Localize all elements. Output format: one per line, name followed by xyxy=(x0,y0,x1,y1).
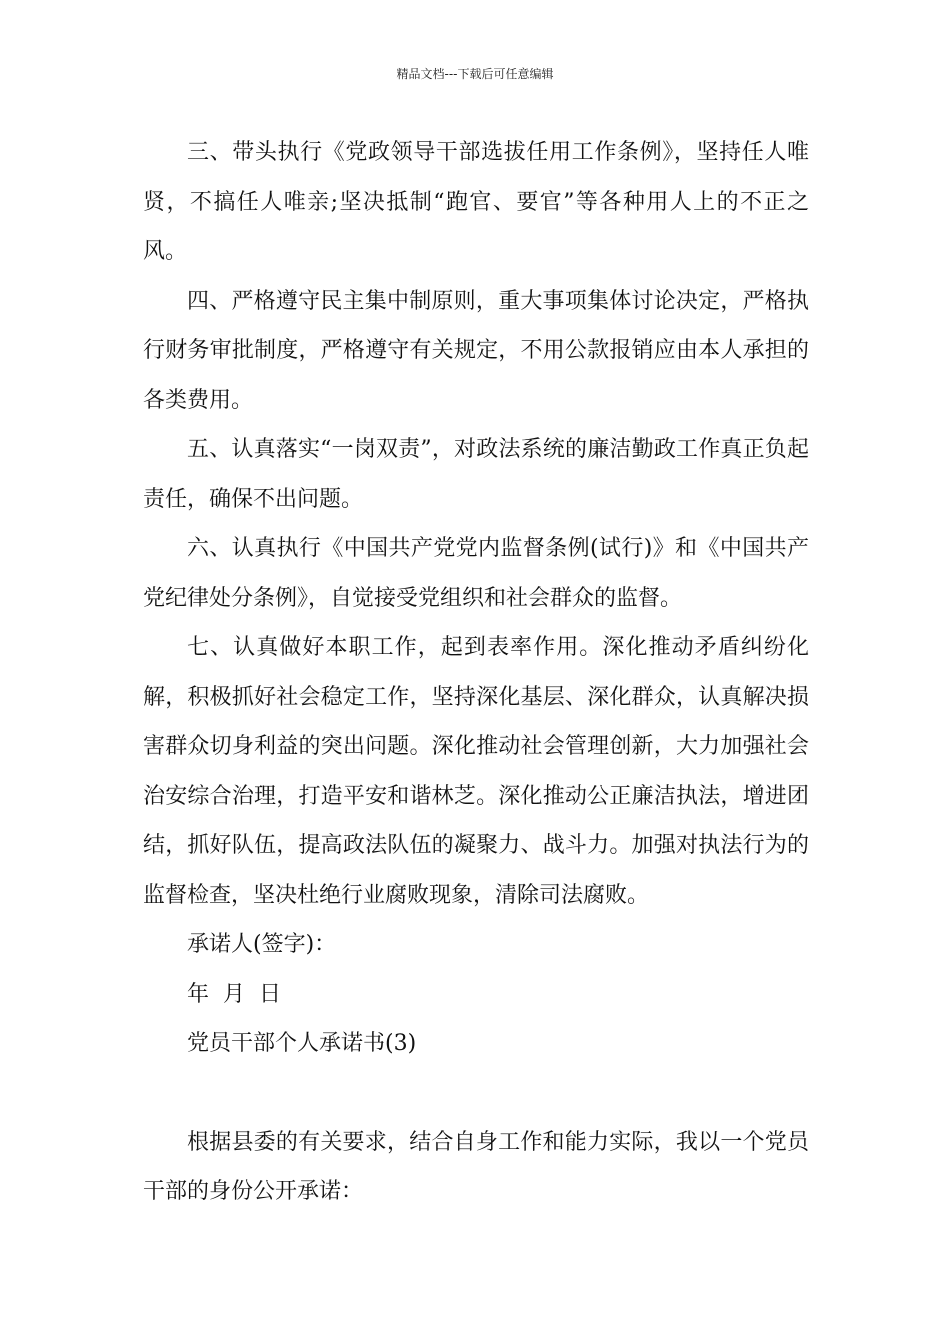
paragraph-7: 七、认真做好本职工作，起到表率作用。深化推动矛盾纠纷化解，积极抓好社会稳定工作，坚持深化基层、深化群众，认真解决损害群众切身利益的突出问题。深化推动社会管理创新，大力加强社会治安综合治理，打造平安和谐林芝。深化推动公正廉洁执法，增进团结，抓好队伍，提高政法队伍的凝聚力、战斗力。加强对执法行为的监督检查，坚决杜绝行业腐败现象，清除司法腐败。 xyxy=(143,635,809,908)
section-title: 党员干部个人承诺书(3) xyxy=(187,1031,417,1056)
paragraph-4: 四、严格遵守民主集中制原则，重大事项集体讨论决定，严格执行财务审批制度，严格遵守有关规定，不用公款报销应由本人承担的各类费用。 xyxy=(143,288,809,413)
date-line: 年 月 日 xyxy=(187,981,281,1007)
spacer xyxy=(143,1069,809,1118)
intro-paragraph: 根据县委的有关要求，结合自身工作和能力实际，我以一个党员干部的身份公开承诺： xyxy=(143,1129,809,1204)
signer-line: 承诺人(签字)： xyxy=(187,932,337,957)
paragraph-5: 五、认真落实“一岗双责”，对政法系统的廉洁勤政工作真正负起责任，确保不出问题。 xyxy=(143,437,809,512)
page-header: 精品文档---下载后可任意编辑 xyxy=(396,67,554,81)
paragraph-6: 六、认真执行《中国共产党党内监督条例(试行)》和《中国共产党纪律处分条例》，自觉接受党组织和社会群众的监督。 xyxy=(143,536,809,611)
paragraph-3: 三、带头执行《党政领导干部选拔任用工作条例》，坚持任人唯贤，不搞任人唯亲;坚决抵制“跑官、要官”等各种用人上的不正之风。 xyxy=(143,140,809,264)
document-body xyxy=(143,128,809,1217)
